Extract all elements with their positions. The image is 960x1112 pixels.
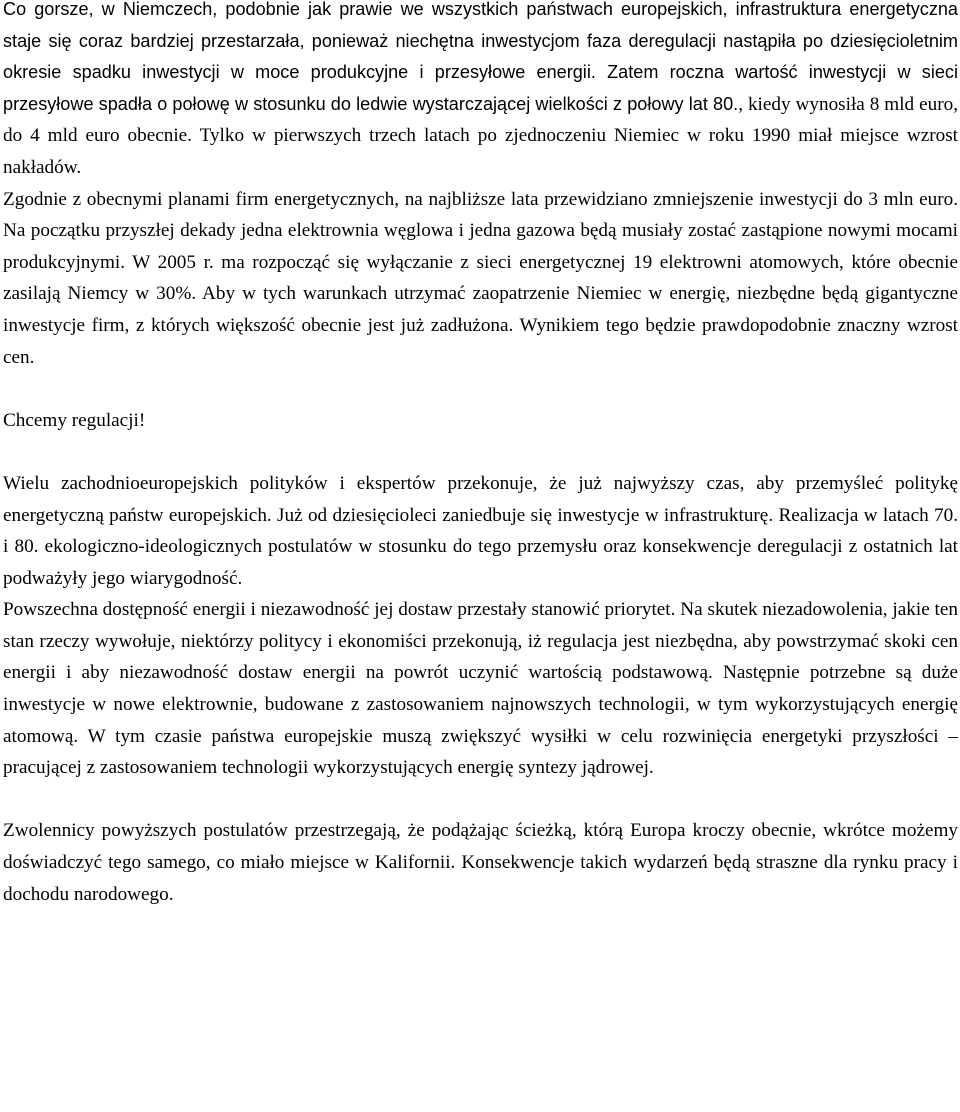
paragraph-infrastructure-sans-text: Co gorsze, w Niemczech, podobnie jak prawie we wszystkich państwach europejskich, infrastruktura energetyczna staje się coraz bardziej przestarzała, ponieważ niechętna inwestycjom faza deregulacji nastąpiła po dziesięcioletnim okresie spadku inwestycji w moce produkcyjne i przesyłowe energii. Zatem roczna wartość inwestycji w sieci przesyłowe spadła o połowę w stosunku do ledwie wystarczającej wielkości z połowy lat 80. — [3, 0, 958, 114]
paragraph-energy-access: Powszechna dostępność energii i niezawodność jej dostaw przestały stanowić priorytet. Na skutek niezadowolenia, jakie ten stan rzeczy wywołuje, niektórzy politycy i ekonomiści przekonują, iż regulacja jest niezbędna, aby powstrzymać skoki cen energii i aby niezawodność dostaw energii na powrót uczynić wartością podstawową. Następnie potrzebne są duże inwestycje w nowe elektrownie, budowane z zastosowaniem najnowszych technologii, w tym wykorzystujących energię atomową. W tym czasie państwa europejskie muszą zwiększyć wysiłki w celu rozwinięcia energetyki przyszłości – pracującej z zastosowaniem technologii wykorzystujących energię syntezy jądrowej. — [3, 599, 958, 779]
paragraph-plans: Zgodnie z obecnymi planami firm energetycznych, na najbliższe lata przewidziano zmniejszenie inwestycji do 3 mln euro. Na początku przyszłej dekady jedna elektrownia węglowa i jedna gazowa będą musiały zostać zastąpione nowymi mocami produkcyjnymi. W 2005 r. ma rozpocząć się wyłączanie z sieci energetycznej 19 elektrowni atomowych, które obecnie zasilają Niemcy w 30%. Aby w tych warunkach utrzymać zaopatrzenie Niemiec w energię, niezbędne będą gigantyczne inwestycje firm, z których większość obecnie jest już zadłużona. Wynikiem tego będzie prawdopodobnie znaczny wzrost cen. — [3, 188, 958, 368]
paragraph-supporters: Zwolennicy powyższych postulatów przestrzegają, że podążając ścieżką, którą Europa kroczy obecnie, wkrótce możemy doświadczyć tego samego, co miało miejsce w Kalifornii. Konsekwencje takich wydarzeń będą straszne dla rynku pracy i dochodu narodowego. — [3, 820, 958, 905]
paragraph-infrastructure-serif-text: , kiedy wynosiła 8 mld euro, do 4 mld euro obecnie. Tylko w pierwszych trzech latach po zjednoczeniu Niemiec w roku 1990 miał miejsce wzrost nakładów. — [3, 93, 958, 178]
section-heading: Chcemy regulacji! — [3, 409, 146, 431]
paragraph-politicians: Wielu zachodnioeuropejskich polityków i ekspertów przekonuje, że już najwyższy czas, aby przemyśleć politykę energetyczną państw europejskich. Już od dziesięcioleci zaniedbuje się inwestycje w infrastrukturę. Realizacja w latach 70. i 80. ekologiczno-ideologicznych postulatów w stosunku do tego przemysłu oraz konsekwencje deregulacji z ostatnich lat podważyły jego wiarygodność. — [3, 472, 958, 589]
paragraph-infrastructure — [3, 0, 958, 184]
